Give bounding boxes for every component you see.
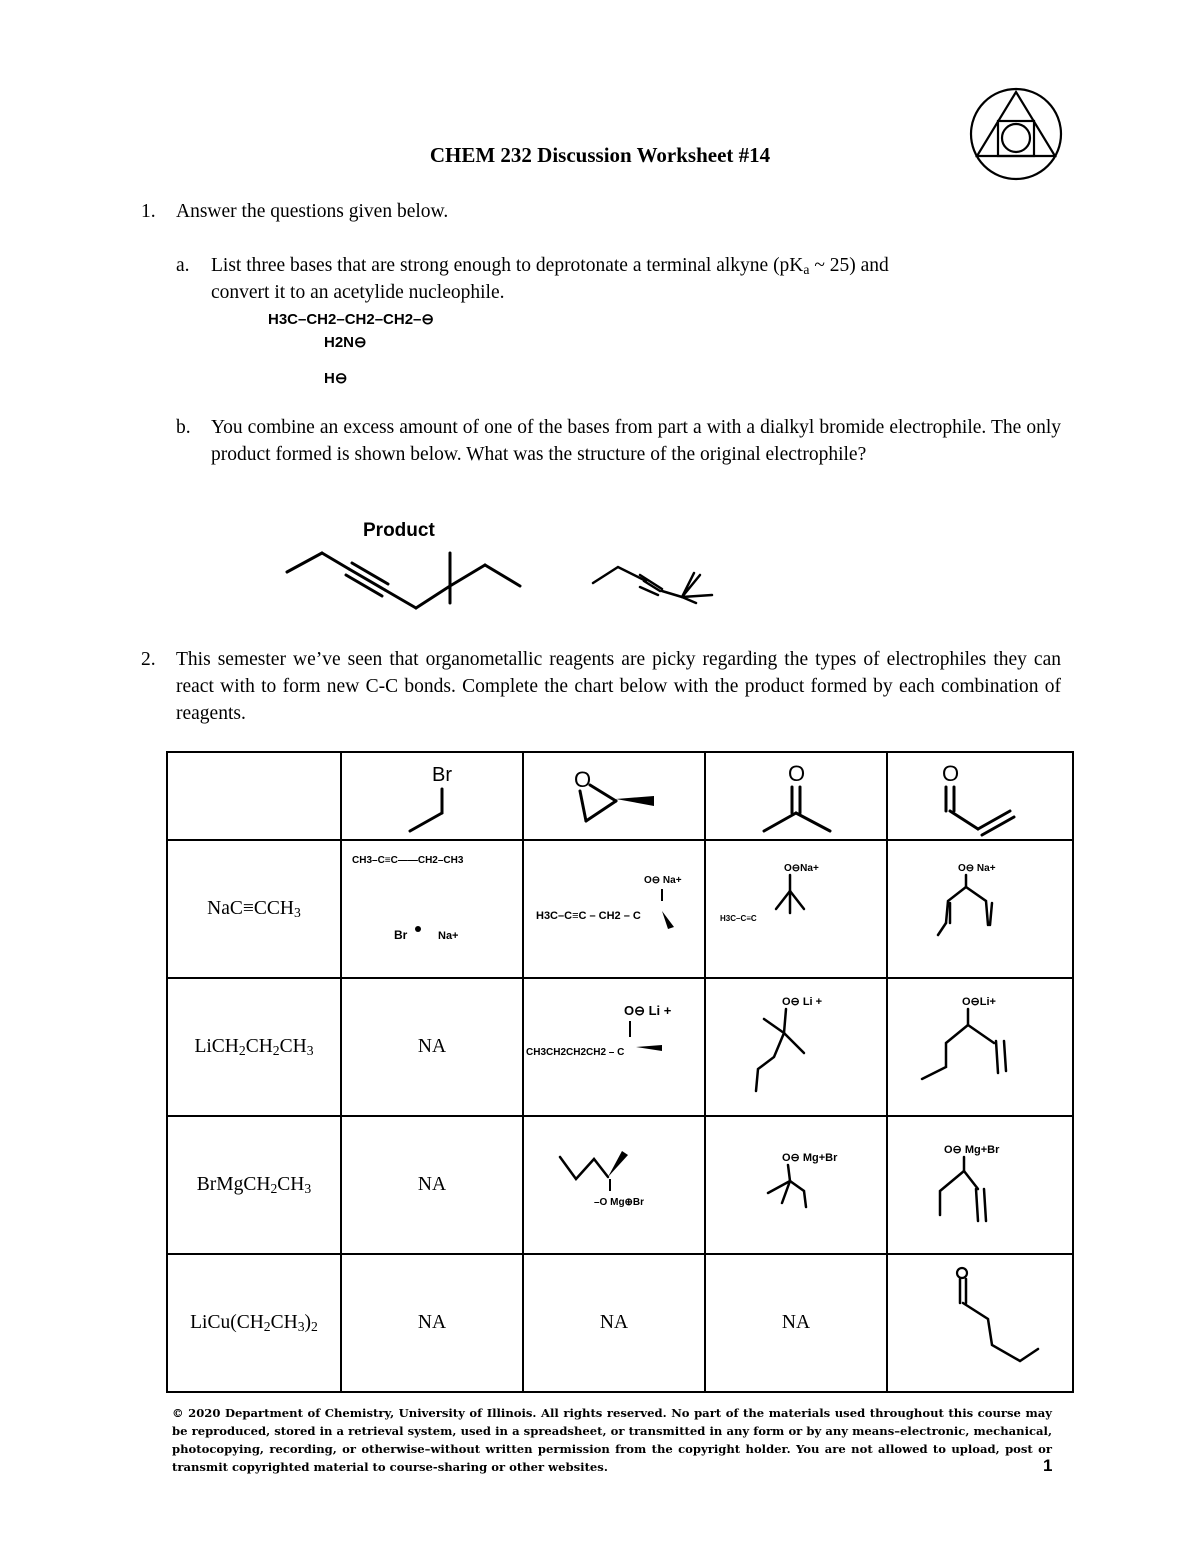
hw-r1c4-o: O⊖ Na+ (958, 863, 996, 874)
hw-base-2: H2N⊖ (324, 334, 367, 351)
cell-r2-bromide: NA (341, 978, 523, 1116)
cell-r2-ketone (705, 978, 887, 1116)
page-number: 1 (1043, 1456, 1053, 1475)
cell-r3-ketone (705, 1116, 887, 1254)
chart-corner (167, 752, 341, 840)
q1b-text: You combine an excess amount of one of the bases from part a with a dialkyl bromide electrophile. The only product formed is shown below. What was the structure of the original electrophile? (211, 417, 1061, 465)
q1a-line2: convert it to an acetylide nucleophile. (211, 282, 505, 303)
cell-r4-ketone: NA (705, 1254, 887, 1392)
reagent-label-propyllithium: $LiCH_2CH_2CH_3$ (167, 978, 341, 1116)
header-epoxide (523, 752, 705, 840)
q1a-sub: a (803, 262, 810, 277)
hw-r1c1-br: Br (394, 928, 408, 942)
copyright-footer: © 2020 Department of Chemistry, University of Illinois. All rights reserved. No part of the materials used throughout this course may be reproduced, stored in a retrieval system, used in a spreadsheet, or transmitted in any form or by any means–electronic, mechanical, photocopying, recording, or otherwise–without written permission from the copyright holder. You are not allowed to upload, post or transmit copyrighted material to course-sharing or other websites. (172, 1406, 1052, 1474)
hw-r3c2-o: –O Mg⊕Br (594, 1197, 645, 1208)
q2-number: 2. (141, 649, 156, 670)
header-enone (887, 752, 1073, 840)
hw-r1c2-o: O⊖ Na+ (644, 875, 682, 886)
hw-r2c3-o: O⊖ Li + (782, 996, 823, 1008)
reagent-label-sodium-propynide: $NaC\equiv CCH_3$ (167, 840, 341, 978)
cell-r3-epoxide (523, 1116, 705, 1254)
hw-r1c2-chain: H3C–C≡C – CH2 – C (536, 910, 641, 922)
cell-r2-enone (887, 978, 1073, 1116)
cell-r1-bromide (341, 840, 523, 978)
header-ketone (705, 752, 887, 840)
reagent-chart (166, 751, 1074, 1393)
enone-o-label: O (942, 761, 960, 786)
cell-r4-bromide: NA (341, 1254, 523, 1392)
q1a-line1: List three bases that are strong enough to deprotonate a terminal alkyne (pK (211, 255, 804, 276)
header-alkyl-bromide (341, 752, 523, 840)
q1-text: Answer the questions given below. (176, 201, 449, 222)
hw-r2c4-o: O⊖Li+ (962, 996, 996, 1008)
electrophile-answer-sketch (588, 555, 718, 605)
bromide-label: Br (432, 764, 452, 786)
cell-r4-epoxide: NA (523, 1254, 705, 1392)
q1a-line1-end: ~ 25) and (809, 255, 889, 276)
hw-r1c3-o: O⊖Na+ (784, 863, 819, 874)
hw-r1c3-sub: H3C–C≡C (720, 914, 757, 923)
cell-r3-bromide: NA (341, 1116, 523, 1254)
hw-r3c3-o: O⊖ Mg+Br (782, 1152, 838, 1164)
hw-r2c2-o: O⊖ Li + (624, 1003, 672, 1018)
hw-base-1: H3C–CH2–CH2–CH2–⊖ (268, 311, 434, 328)
reagent-label-lithium-diethylcuprate: $LiCu(CH_2CH_3)_2$ (167, 1254, 341, 1392)
cell-r4-enone (887, 1254, 1073, 1392)
q1-number: 1. (141, 201, 156, 222)
q1b-letter: b. (176, 417, 191, 438)
cell-r1-ketone (705, 840, 887, 978)
hw-r2c2-chain: CH3CH2CH2CH2 – C (526, 1047, 625, 1058)
hw-base-3: H⊖ (324, 370, 348, 387)
cell-r1-epoxide (523, 840, 705, 978)
cell-r2-epoxide (523, 978, 705, 1116)
ketone-o-label: O (788, 761, 806, 786)
cell-r3-enone (887, 1116, 1073, 1254)
cell-r1-enone (887, 840, 1073, 978)
q1a-handwritten-answers (262, 300, 462, 394)
worksheet-title: CHEM 232 Discussion Worksheet #14 (429, 143, 771, 167)
q1a-letter: a. (176, 255, 190, 276)
q2-text: This semester we’ve seen that organometallic reagents are picky regarding the types of electrophiles they can react with to form new C-C bonds. Complete the chart below with the product formed by each combination of reagents. (176, 649, 1061, 724)
epoxide-o-label: O (574, 767, 592, 792)
product-label: Product (363, 520, 435, 541)
hw-r1c1-top: CH3–C≡C——CH2–CH3 (352, 855, 464, 866)
hw-r3c4-o: O⊖ Mg+Br (944, 1144, 1000, 1156)
hw-r1c1-na: Na+ (438, 930, 459, 942)
reagent-label-ethylmagnesium-bromide: $BrMgCH_2CH_3$ (167, 1116, 341, 1254)
product-structure (280, 545, 530, 615)
